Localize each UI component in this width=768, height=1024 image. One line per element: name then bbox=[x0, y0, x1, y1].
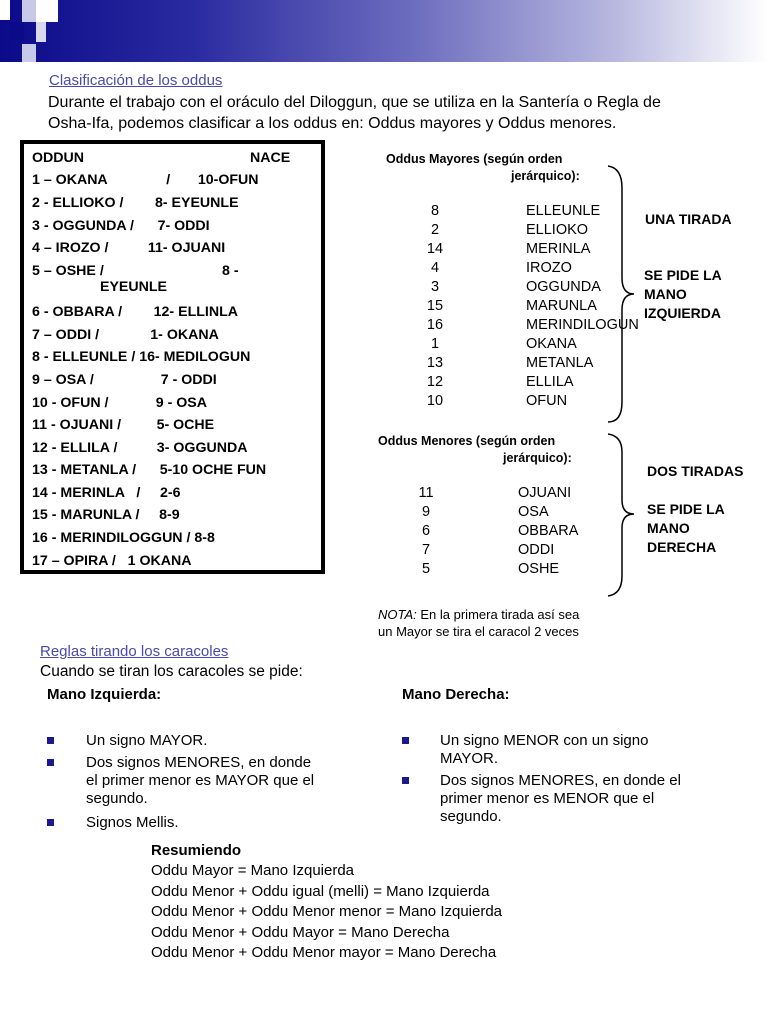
menores-name: OSHE bbox=[518, 561, 560, 577]
nota-label: NOTA: bbox=[378, 607, 417, 622]
right-bullet-icon bbox=[402, 737, 409, 744]
mano-derecha-heading: Mano Derecha: bbox=[402, 686, 510, 703]
mayores-label-line1: SE PIDE LA bbox=[644, 267, 722, 283]
table-row: 3 - OGGUNDA / 7- ODDI bbox=[32, 218, 210, 234]
table-row: 6 - OBBARA / 12- ELLINLA bbox=[32, 304, 238, 320]
table-row: 7 – ODDI / 1- OKANA bbox=[32, 327, 219, 343]
mayores-brace bbox=[600, 160, 650, 428]
header-square-light bbox=[22, 0, 36, 22]
table-row: 5 – OSHE / 8 - bbox=[32, 263, 239, 279]
menores-name: OJUANI bbox=[518, 485, 572, 501]
left-item-text: Un signo MAYOR. bbox=[86, 732, 208, 749]
left-bullet-icon bbox=[47, 737, 54, 744]
header-square-white bbox=[0, 0, 10, 20]
menores-label-line3: DERECHA bbox=[647, 539, 717, 555]
mayores-label-tirada: UNA TIRADA bbox=[645, 211, 732, 227]
mayores-header-line2: jerárquico): bbox=[511, 169, 580, 183]
table-header-oddun: ODDUN bbox=[32, 150, 85, 166]
resumen-line: Oddu Menor + Oddu Mayor = Mano Derecha bbox=[151, 923, 450, 941]
header-square-light bbox=[22, 44, 36, 62]
mayores-name: ELLEUNLE bbox=[526, 203, 601, 219]
table-row: 9 – OSA / 7 - ODDI bbox=[32, 372, 217, 388]
mayores-name: MERINLA bbox=[526, 241, 591, 257]
mayores-number: 3 bbox=[430, 279, 440, 295]
mayores-name: MERINDILOGUN bbox=[526, 317, 639, 333]
menores-number: 5 bbox=[421, 561, 431, 577]
header-square-white bbox=[36, 0, 58, 22]
mayores-name: MARUNLA bbox=[526, 298, 597, 314]
intro-text-line1: Durante el trabajo con el oráculo del Diloggun, que se utiliza en la Santería o Regla de bbox=[48, 94, 661, 111]
menores-number: 7 bbox=[421, 542, 431, 558]
menores-name: OSA bbox=[518, 504, 549, 520]
mayores-name: ELLILA bbox=[526, 374, 574, 390]
right-item-text: primer menor es MENOR que el bbox=[440, 790, 655, 807]
intro-text-line2: Osha-Ifa, podemos clasificar a los oddus en: Oddus mayores y Oddus menores. bbox=[48, 115, 617, 132]
mayores-name: METANLA bbox=[526, 355, 594, 371]
menores-number: 11 bbox=[418, 485, 434, 501]
mayores-number: 8 bbox=[430, 203, 440, 219]
menores-brace bbox=[600, 430, 650, 600]
table-row: 13 - METANLA / 5-10 OCHE FUN bbox=[32, 462, 267, 478]
mayores-number: 1 bbox=[430, 336, 440, 352]
menores-header-line1: Oddus Menores (según orden bbox=[378, 434, 556, 448]
mayores-header-line1: Oddus Mayores (según orden bbox=[386, 152, 563, 166]
menores-number: 9 bbox=[421, 504, 431, 520]
resumen-line: Oddu Mayor = Mano Izquierda bbox=[151, 862, 355, 879]
table-row: 14 - MERINLA / 2-6 bbox=[32, 485, 181, 501]
table-row: 17 – OPIRA / 1 OKANA bbox=[32, 553, 192, 569]
right-item-text: segundo. bbox=[440, 808, 502, 825]
menores-number: 6 bbox=[421, 523, 431, 539]
left-bullet-icon bbox=[47, 819, 54, 826]
table-row: 15 - MARUNLA / 8-9 bbox=[32, 507, 180, 523]
table-row-continuation: EYEUNLE bbox=[100, 279, 168, 295]
header-band bbox=[0, 0, 768, 62]
header-square-dark bbox=[10, 22, 24, 40]
table-row: 10 - OFUN / 9 - OSA bbox=[32, 395, 208, 411]
mano-izquierda-heading: Mano Izquierda: bbox=[47, 686, 162, 703]
nota-line2: un Mayor se tira el caracol 2 veces bbox=[378, 624, 579, 639]
resumen-line: Oddu Menor + Oddu igual (melli) = Mano Izquierda bbox=[151, 882, 490, 900]
mayores-number: 10 bbox=[426, 393, 444, 409]
mayores-label-line2: MANO bbox=[644, 286, 687, 302]
mayores-name: OFUN bbox=[526, 393, 568, 409]
left-item-text: segundo. bbox=[86, 790, 148, 807]
mayores-number: 2 bbox=[430, 222, 440, 238]
nota-line1-text: En la primera tirada así sea bbox=[416, 607, 580, 622]
table-header-nace: NACE bbox=[250, 150, 291, 166]
left-item-text: Dos signos MENORES, en donde bbox=[86, 754, 312, 771]
mayores-label-line3: IZQUIERDA bbox=[644, 305, 721, 321]
mayores-number: 12 bbox=[426, 374, 444, 390]
intro-title: Clasificación de los oddus bbox=[49, 72, 223, 89]
mayores-name: OKANA bbox=[526, 336, 577, 352]
mayores-name: ELLIOKO bbox=[526, 222, 589, 238]
right-bullet-icon bbox=[402, 777, 409, 784]
table-row: 1 – OKANA / 10-OFUN bbox=[32, 172, 259, 188]
menores-name: ODDI bbox=[518, 542, 555, 558]
left-bullet-icon bbox=[47, 759, 54, 766]
resumen-title: Resumiendo bbox=[151, 842, 242, 859]
nota-line1 bbox=[378, 606, 579, 623]
menores-header-line2: jerárquico): bbox=[503, 451, 572, 465]
table-row: 12 - ELLILA / 3- OGGUNDA bbox=[32, 440, 248, 456]
right-item-text: Dos signos MENORES, en donde el bbox=[440, 772, 681, 789]
mayores-number: 13 bbox=[426, 355, 444, 371]
right-item-text: Un signo MENOR con un signo bbox=[440, 732, 649, 749]
reglas-title: Reglas tirando los caracoles bbox=[40, 643, 229, 660]
left-item-text: el primer menor es MAYOR que el bbox=[86, 772, 315, 789]
table-row: 8 - ELLEUNLE / 16- MEDILOGUN bbox=[32, 349, 251, 365]
menores-label-line1: SE PIDE LA bbox=[647, 501, 725, 517]
header-square-light bbox=[36, 20, 46, 42]
table-row: 11 - OJUANI / 5- OCHE bbox=[32, 417, 215, 433]
menores-label-tiradas: DOS TIRADAS bbox=[647, 463, 744, 479]
mayores-number: 14 bbox=[426, 241, 444, 257]
right-item-text: MAYOR. bbox=[440, 750, 499, 767]
mayores-number: 15 bbox=[426, 298, 444, 314]
oddun-table bbox=[20, 140, 325, 574]
menores-name: OBBARA bbox=[518, 523, 579, 539]
resumen-line: Oddu Menor + Oddu Menor menor = Mano Izquierda bbox=[151, 903, 503, 920]
table-row: 4 – IROZO / 11- OJUANI bbox=[32, 240, 226, 256]
mayores-name: IROZO bbox=[526, 260, 572, 276]
reglas-subtitle: Cuando se tiran los caracoles se pide: bbox=[40, 663, 303, 680]
table-row: 2 - ELLIOKO / 8- EYEUNLE bbox=[32, 195, 239, 211]
resumen-line: Oddu Menor + Oddu Menor mayor = Mano Derecha bbox=[151, 944, 497, 961]
mayores-name: OGGUNDA bbox=[526, 279, 601, 295]
left-item-text: Signos Mellis. bbox=[86, 814, 179, 831]
mayores-number: 4 bbox=[430, 260, 440, 276]
menores-label-line2: MANO bbox=[647, 520, 690, 536]
table-row: 16 - MERINDILOGGUN / 8-8 bbox=[32, 530, 215, 546]
mayores-number: 16 bbox=[426, 317, 444, 333]
